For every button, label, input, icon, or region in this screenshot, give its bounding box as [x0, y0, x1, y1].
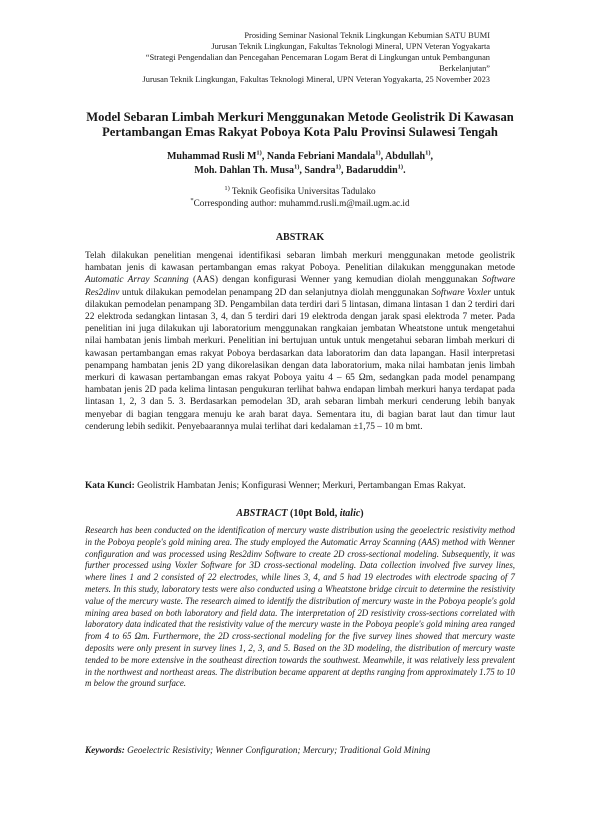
author-list	[60, 150, 540, 178]
abstract-heading: ABSTRACT (10pt Bold, italic)	[236, 508, 364, 519]
proceedings-header	[70, 30, 490, 85]
keywords-en	[85, 744, 515, 756]
author-name: Moh. Dahlan Th. Musa	[194, 165, 294, 176]
author-separator: ,	[430, 151, 434, 162]
abstract-body: Research has been conducted on the identification of mercury waste distribution using the geoelectric resistivity method in the Poboya people's gold mining area. The study employed the Automatic Array Scanning (AAS) method with Wenner configuration and was processed using Res2dinv Software to create 2D cross-sectional modeling. Subsequently, it was further processed using Voxler Software for 3D cross-sectional modeling. Data collection involved five survey lines, where lines 1 and 2 consisted of 22 electrodes, while lines 3, 4, and 5 had 19 electrodes with electrode spacing of 7 meters. In this study, laboratory tests were also conducted using a Wheatstone bridge circuit to determine the resistivity value of the mercury waste. The research aimed to identify the distribution of mercury waste in the Poboya people's gold mining area based on both laboratory and field data. The interpretation of 2D resistivity cross-sections correlated with laboratory data indicated that the resistivity value of the mercury waste in the Poboya people's gold mining area ranged from 4 to 65 Ωm. Furthermore, the 2D cross-sectional modeling for the five survey lines showed that mercury waste deposits were only present in survey lines 1, 2, 3, and 5. Based on the 3D modeling, the distribution of mercury waste tended to be more extensive in the southeast direction towards the southwest. Meanwhile, it was relatively less prevalent in the northwest and northeast areas. The distribution became apparent at depths ranging from approximately 1.75 to 10 m below the ground surface.	[85, 525, 515, 689]
kata-kunci-label: Kata Kunci:	[85, 481, 135, 491]
abstrak-body: Telah dilakukan penelitian mengenai identifikasi sebaran limbah merkuri menggunakan metode geolistrik hambatan jenis di kawasan pertambangan emas rakyat Poboya. Penelitian dilakukan menggunakan metode Automatic Array Scanning (AAS) dengan konfigurasi Wenner yang kemudian diolah menggunakan Software Res2dinv untuk dilakukan pemodelan penampang 2D dan selanjutnya diolah menggunakan Software Voxler untuk dilakukan pemodelan penampang 3D. Pengambilan data terdiri dari 5 lintasan, dimana lintasan 1 dan 2 terdiri dari 22 elektroda sedangkan lintasan 3, 4, dan 5 terdiri dari 19 elektroda dengan jarak spasi elektroda 7 meter. Pada penelitian ini juga dilakukan uji laboratorium menggunakan rangkaian jembatan Wheatstone untuk mengetahui nilai hambatan jenis limbah merkuri. Penelitian ini bertujuan untuk untuk mengetahui sebaran limbah merkuri di kawasan pertambangan emas rakyat Poboya berdasarkan data laboratorim dan data lapangan. Hasil interpretasi penampang hambatan jenis 2D yang dikorelasikan dengan data laboratorium, maka nilai hambatan jenis limbah merkuri di kawasan pertambangan emas rakyat Poboya yaitu 4 – 65 Ωm, sedangkan pada model penampang hambatan jenis 2D pada kelima lintasan pengukuran terlihat bahwa endapan limbah merkuri hanya terdapat pada lintasan 1, 2, 3 dan 5. 3. Berdasarkan pemodelan 3D, arah sebaran limbah merkuri cenderung lebih banyak menyebar di bagian tenggara menuju ke arah barat daya. Sementara itu, di bagian barat laut dan timur laut cenderung lebih sedikit. Penyebaarannya mulai terlihat dari kedalaman ±1,75 – 10 m bmt.	[85, 251, 515, 432]
corresponding-mark: *	[190, 196, 194, 204]
header-line-3: “Strategi Pengendalian dan Pencegahan Pencemaran Logam Berat di Lingkungan untuk Pembangunan	[145, 53, 490, 62]
author-affiliation-mark: 1)	[397, 163, 404, 171]
affiliation-block	[60, 185, 540, 209]
paper-title	[60, 110, 540, 140]
author-affiliation-mark: 1)	[375, 149, 381, 157]
keywords-label: Keywords:	[85, 745, 125, 755]
affiliation-text: Teknik Geofisika Universitas Tadulako	[229, 186, 376, 196]
header-line-4: Berkelanjutan”	[439, 64, 490, 73]
author-name: Muhammad Rusli M	[166, 151, 257, 162]
author-affiliation-mark: 1)	[425, 149, 431, 157]
author-name: , Nanda Febriani Mandala	[261, 151, 376, 162]
author-separator: .	[403, 165, 406, 176]
kata-kunci-text: Geolistrik Hambatan Jenis; Konfigurasi Wenner; Merkuri, Pertambangan Emas Rakyat.	[134, 481, 466, 491]
title-line-2: Pertambangan Emas Rakyat Poboya Kota Palu Provinsi Sulawesi Tengah	[102, 125, 498, 139]
header-line-2: Jurusan Teknik Lingkungan, Fakultas Teknologi Mineral, UPN Veteran Yogyakarta	[211, 42, 490, 51]
author-name: , Badaruddin	[340, 165, 398, 176]
author-affiliation-mark: 1)	[293, 163, 300, 171]
header-line-5: Jurusan Teknik Lingkungan, Fakultas Teknologi Mineral, UPN Veteran Yogyakarta, 25 November 2023	[142, 75, 490, 84]
author-name: , Sandra	[299, 165, 336, 176]
kata-kunci	[85, 480, 515, 492]
author-affiliation-mark: 1)	[256, 149, 262, 157]
title-line-1: Model Sebaran Limbah Merkuri Menggunakan Metode Geolistrik Di Kawasan	[86, 110, 514, 124]
author-name: , Abdullah	[380, 151, 426, 162]
keywords-text: Geoelectric Resistivity; Wenner Configuration; Mercury; Traditional Gold Mining	[124, 745, 431, 755]
affiliation-mark: 1)	[224, 184, 230, 192]
header-line-1: Prosiding Seminar Nasional Teknik Lingkungan Kebumian SATU BUMI	[244, 31, 490, 40]
author-affiliation-mark: 1)	[335, 163, 341, 171]
abstrak-heading: ABSTRAK	[275, 232, 325, 243]
corresponding-author: Corresponding author: muhammd.rusli.m@mail.ugm.ac.id	[193, 198, 410, 208]
